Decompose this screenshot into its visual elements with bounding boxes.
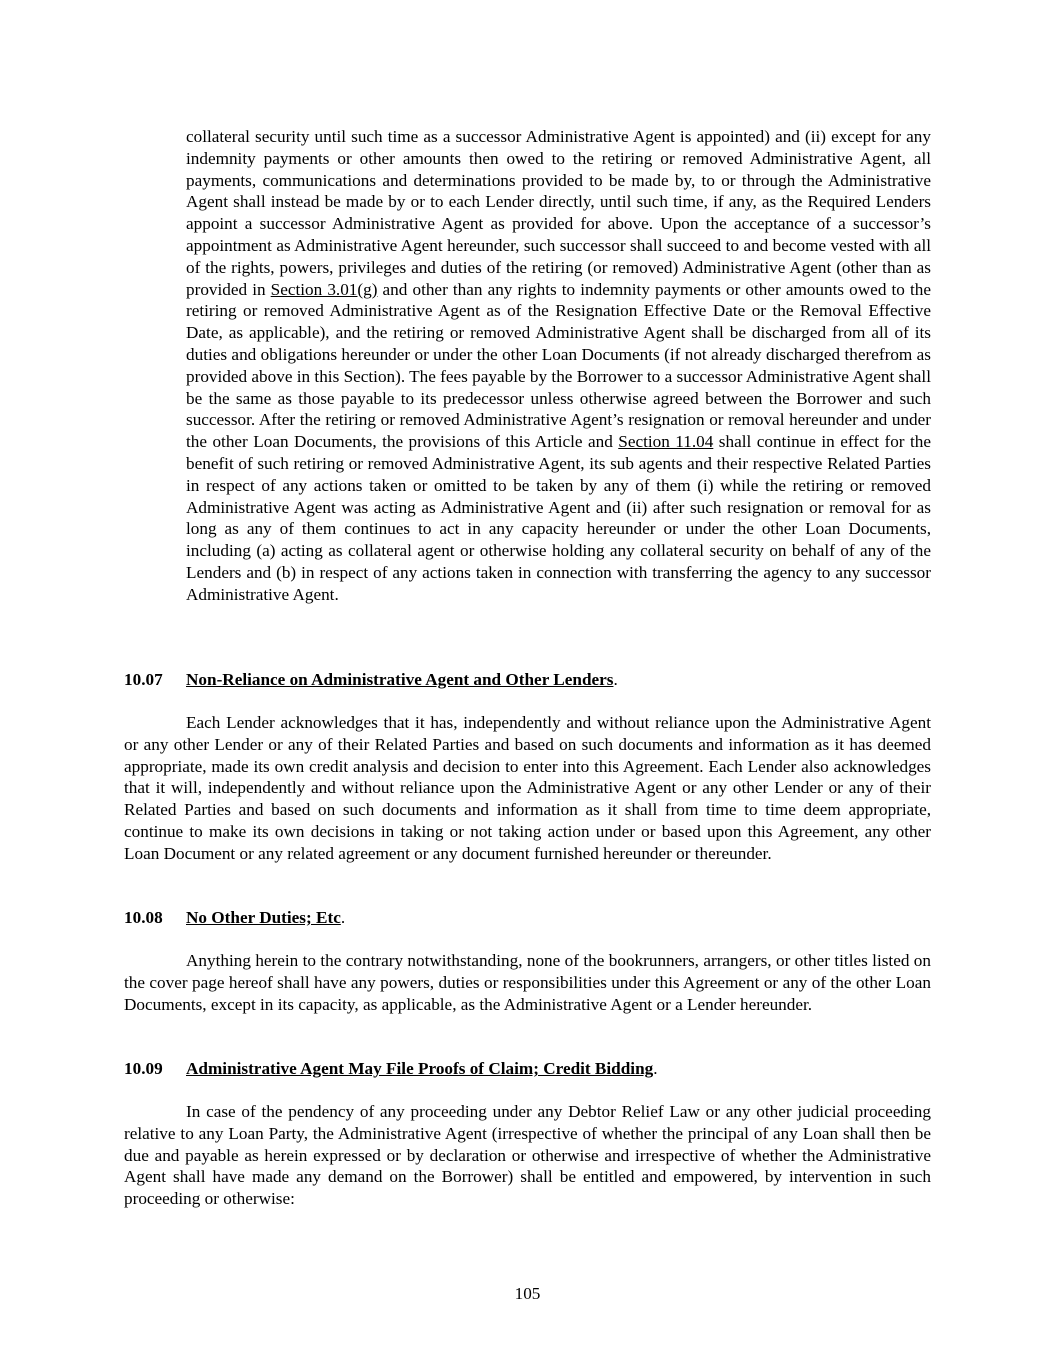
section-title: No Other Duties; Etc	[186, 908, 341, 927]
section-heading-10-07	[124, 669, 618, 691]
continuation-text-3: shall continue in effect for the benefit of such retiring or removed Administrative Agent, its sub agents and their respective Related Parties in respect of any actions taken or omitted to be taken by any of them (i) while the retiring or removed Administrative Agent was acting as Administrative Agent and (ii) after such resignation or removal for as long as any of them continues to act in any capacity hereunder or under the other Loan Documents, including (a) acting as collateral agent or otherwise holding any collateral security on behalf of any of the Lenders and (b) in respect of any actions taken in connection with transferring the agency to any successor Administrative Agent.	[186, 432, 931, 604]
section-body-10-09: In case of the pendency of any proceeding under any Debtor Relief Law or any other judicial proceeding relative to any Loan Party, the Administrative Agent (irrespective of whether the principal of any Loan shall then be due and payable as herein expressed or by declaration or otherwise and irrespective of whether the Administrative Agent shall have made any demand on the Borrower) shall be entitled and empowered, by intervention in such proceeding or otherwise:	[124, 1102, 931, 1209]
section-reference-11-04: Section 11.04	[618, 432, 714, 452]
section-body-10-07: Each Lender acknowledges that it has, independently and without reliance upon the Administrative Agent or any other Lender or any of their Related Parties and based on such documents and information as it has deemed appropriate, made its own credit analysis and decision to enter into this Agreement. Each Lender also acknowledges that it will, independently and without reliance upon the Administrative Agent or any other Lender or any of their Related Parties and based on such documents and information as it shall from time to time deem appropriate, continue to make its own decisions in taking or not taking action under or based upon this Agreement, any other Loan Document or any related agreement or any document furnished hereunder or thereunder.	[124, 713, 931, 863]
section-reference-3-01g: Section 3.01(g)	[270, 279, 378, 299]
section-number: 10.08	[124, 908, 163, 927]
section-number: 10.09	[124, 1059, 163, 1078]
section-title-punct: .	[653, 1059, 658, 1078]
continuation-paragraph	[186, 126, 931, 606]
page-number: 105	[514, 1284, 541, 1303]
section-heading-10-08	[124, 907, 345, 929]
section-heading-10-09	[124, 1058, 658, 1080]
section-body-10-08: Anything herein to the contrary notwithstanding, none of the bookrunners, arrangers, or other titles listed on the cover page hereof shall have any powers, duties or responsibilities under this Agreement or any of the other Loan Documents, except in its capacity, as applicable, as the Administrative Agent or a Lender hereunder.	[124, 951, 931, 1014]
section-title: Non-Reliance on Administrative Agent and Other Lenders	[186, 670, 614, 689]
continuation-text-1: collateral security until such time as a successor Administrative Agent is appointed) and (ii) except for any indemnity payments or other amounts then owed to the retiring or removed Administrative Agent, all payments, communications and determinations provided to be made by, to or through the Administrative Agent shall instead be made by or to each Lender directly, until such time, if any, as the Required Lenders appoint a successor Administrative Agent as provided for above. Upon the acceptance of a successor’s appointment as Administrative Agent hereunder, such successor shall succeed to and become vested with all of the rights, powers, privileges and duties of the retiring (or removed) Administrative Agent (other than as provided in	[186, 127, 931, 299]
continuation-text-2: and other than any rights to indemnity payments or other amounts owed to the retiring or removed Administrative Agent as of the Resignation Effective Date or the Removal Effective Date, as applicable), and the retiring or removed Administrative Agent shall be discharged from all of its duties and obligations hereunder or under the other Loan Documents (if not already discharged therefrom as provided above in this Section). The fees payable by the Borrower to a successor Administrative Agent shall be the same as those payable to its predecessor unless otherwise agreed between the Borrower and such successor. After the retiring or removed Administrative Agent’s resignation or removal hereunder and under the other Loan Documents, the provisions of this Article and	[186, 279, 931, 452]
section-number: 10.07	[124, 670, 163, 689]
section-title-punct: .	[340, 908, 346, 927]
section-title: Administrative Agent May File Proofs of Claim; Credit Bidding	[186, 1059, 654, 1078]
section-title-punct: .	[613, 670, 618, 689]
